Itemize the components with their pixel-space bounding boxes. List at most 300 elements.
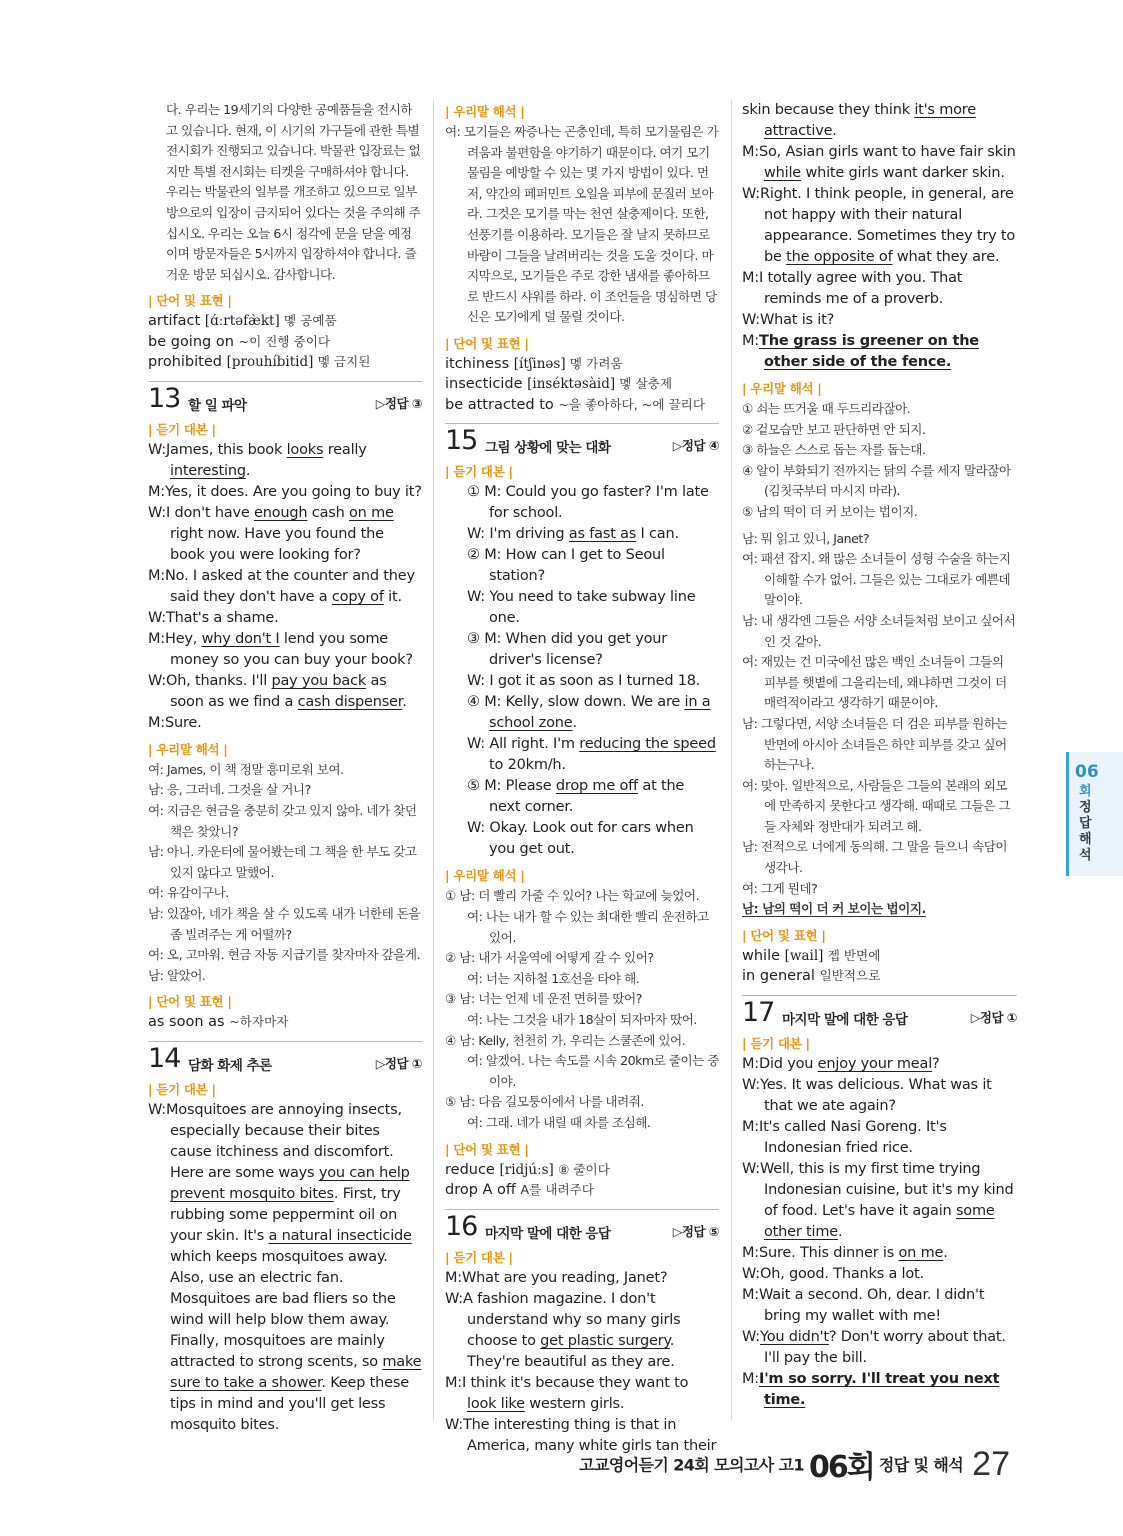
- dialogue-text: Sure. This dinner is: [759, 1244, 899, 1261]
- underlined-phrase: pay you back: [271, 672, 367, 689]
- translation-line: ② 겉모습만 보고 판단하면 안 되지.: [742, 421, 926, 437]
- translation-line: 남: 알았어.: [148, 967, 206, 983]
- speaker-label: W:: [742, 186, 760, 202]
- option-number: ①: [445, 888, 460, 904]
- vocab-meaning: 몧 공예품: [284, 313, 337, 329]
- q12-vocab-list: [148, 311, 422, 373]
- q13-header: [148, 381, 422, 420]
- vocab-item: [148, 352, 422, 373]
- dialogue-text: skin because they think: [742, 102, 915, 118]
- option-line: [445, 776, 719, 818]
- dialogue-line: [742, 310, 1017, 331]
- column-divider-1: [433, 100, 434, 1420]
- dialogue-text: Well, this is my first time trying Indonesian cuisine, but it's my kind of food. Let's have it again: [759, 1160, 1014, 1219]
- dialogue-line: [148, 608, 422, 629]
- vocab-word: itchiness: [445, 355, 514, 372]
- vocab-item: [742, 946, 1017, 967]
- speaker-label: M:: [742, 270, 759, 286]
- translation-line: 남: 내 생각엔 그들은 서양 소녀들처럼 보이고 싶어서인 것 같아.: [742, 612, 1016, 649]
- vocab-pronunciation: [ridjúːs]: [499, 1161, 559, 1178]
- q15-title: 그림 상황에 맞는 대화: [485, 440, 611, 457]
- vocab-word: prohibited: [148, 354, 227, 371]
- translation-line: 여: 나는 그것을 내가 18살이 되자마자 땄어.: [467, 1012, 697, 1027]
- dialogue-text: . They're beautiful as they are.: [467, 1332, 675, 1370]
- speaker-label: M:: [742, 1286, 759, 1303]
- dialogue-line: [742, 1117, 1017, 1159]
- vocab-word: be going on: [148, 333, 239, 350]
- dialogue-text: James, this book: [165, 441, 287, 458]
- underlined-phrase: on me: [898, 1244, 944, 1261]
- vocab-word: drop A off: [445, 1182, 521, 1199]
- vocab-item: [148, 1012, 422, 1033]
- dialogue-text: to 20km/h.: [489, 757, 566, 774]
- option-number: ④: [467, 694, 485, 711]
- dialogue-line: [148, 713, 422, 734]
- translation-line: 여: James, 이 책 정말 흥미로워 보여.: [148, 761, 344, 777]
- underlined-phrase: the opposite of: [786, 249, 893, 265]
- dialogue-text: W: All right. I'm: [467, 736, 580, 753]
- dialogue-text: really: [323, 441, 367, 458]
- dialogue-text: white girls want darker skin.: [801, 165, 1005, 181]
- underlined-phrase: The grass is greener on the other side of the fence.: [759, 333, 979, 370]
- q13-vocab-list: [148, 1012, 422, 1033]
- q16-translation: [742, 529, 1017, 900]
- underlined-phrase: it's more attractive: [764, 102, 976, 139]
- dialogue-text: That's a shame.: [165, 609, 279, 626]
- translation-line: 여: 나는 내가 할 수 있는 최대한 빨리 운전하고 있어.: [467, 909, 709, 945]
- dialogue-text: Oh, thanks. I'll: [165, 672, 272, 689]
- vocab-word: artifact: [148, 313, 205, 330]
- translation-line: [445, 948, 719, 969]
- q14-number: 14: [148, 1042, 181, 1074]
- script-label: | 듣기 대본 |: [148, 421, 216, 437]
- dialogue-text: . First, try rubbing some peppermint oil on your skin. It's: [170, 1185, 401, 1244]
- translation-line: 여: 너는 지하철 1호선을 타야 해.: [467, 970, 640, 986]
- dialogue-text: What is it?: [759, 312, 835, 328]
- dialogue-text: .: [572, 715, 577, 732]
- dialogue-text: I can.: [636, 526, 679, 543]
- translation-line: 남: 전적으로 너에게 동의해. 그 말을 들으니 속담이 생각나.: [742, 839, 1008, 876]
- underlined-phrase: looks: [286, 441, 324, 458]
- dialogue-line: [148, 671, 422, 713]
- dialogue-line: [742, 142, 1017, 184]
- q14-title: 담화 화제 추론: [188, 1057, 272, 1074]
- option-number: ④: [445, 1032, 460, 1048]
- option-line: [445, 734, 719, 776]
- option-line: [445, 482, 719, 524]
- dialogue-text: as soon as we find a: [170, 672, 387, 710]
- dialogue-text: M: Please: [484, 778, 556, 795]
- column-2: [445, 100, 719, 1457]
- q16-title: 마지막 말에 대한 응답: [485, 1225, 611, 1242]
- underlined-phrase: make sure to take a shower: [170, 1353, 422, 1391]
- option-number: ①: [467, 484, 485, 501]
- speaker-label: M:: [148, 714, 165, 731]
- dialogue-text: it.: [383, 588, 402, 605]
- q15-translation: [445, 886, 719, 1133]
- option-number: ⑤: [445, 1094, 460, 1110]
- dialogue-text: W: I'm driving: [467, 526, 569, 543]
- q17-title: 마지막 말에 대한 응답: [782, 1011, 908, 1028]
- translation-line: 여: 유감이구나.: [148, 885, 229, 901]
- vocab-word: as soon as: [148, 1014, 230, 1031]
- speaker-label: W:: [742, 1076, 760, 1093]
- speaker-label: M:: [445, 1374, 462, 1391]
- vocab-item: [445, 374, 719, 395]
- footer-round: 06회: [809, 1450, 874, 1485]
- translation-text: 남: 너는 언제 네 운전 면허를 땄어?: [459, 991, 642, 1007]
- page-number: 27: [972, 1444, 1010, 1483]
- translation-line: 남: 뭐 읽고 있니, Janet?: [742, 530, 870, 546]
- dialogue-text: I think it's because they want to: [462, 1374, 689, 1391]
- q15-script: [445, 482, 719, 860]
- dialogue-text: M: Could you go faster? I'm late for school.: [484, 484, 709, 522]
- dialogue-text: what they are.: [892, 249, 1000, 265]
- dialogue-text: western girls.: [524, 1395, 625, 1412]
- option-reply: [467, 524, 719, 545]
- vocab-pronunciation: [ɑ́ːrtəfæ̀kt]: [204, 313, 285, 330]
- speaker-label: M:: [148, 630, 165, 647]
- option-reply: [467, 818, 719, 860]
- q14-script: [148, 1100, 422, 1436]
- vocab-item: [148, 311, 422, 332]
- dialogue-text: M: When did you get your driver's license?: [484, 631, 667, 669]
- dialogue-text: cash: [307, 504, 350, 521]
- underlined-phrase: look like: [467, 1395, 525, 1412]
- vocab-pronunciation: [inséktəsàid]: [527, 376, 620, 393]
- dialogue-text: It's called Nasi Goreng. It's Indonesian fried rice.: [759, 1118, 947, 1156]
- underlined-phrase: enjoy your meal: [817, 1055, 933, 1072]
- dialogue-text: Yes. It was delicious. What was it that we ate again?: [759, 1076, 992, 1114]
- translation-line: 여: 재밌는 건 미국에선 많은 백인 소녀들이 그들의 피부를 햇볕에 그을리는데, 왜냐하면 그것이 더 매력적이라고 생각하기 때문이야.: [742, 654, 1007, 711]
- column-1: [148, 100, 422, 1436]
- translation-line: 여: 패션 잡지. 왜 많은 소녀들이 성형 수술을 하는지 이해할 수가 없어. 그들은 있는 그대로가 예쁜데 말이야.: [742, 551, 1011, 608]
- footer-book-title: 고교영어듣기 24회 모의고사 고1: [579, 1455, 804, 1475]
- underlined-phrase: why don't I: [201, 630, 280, 647]
- dialogue-text: M: How can I get to Seoul station?: [484, 547, 665, 585]
- q16-number: 16: [445, 1210, 478, 1242]
- option-line: [445, 524, 719, 545]
- vocab-item: [445, 1160, 719, 1181]
- dialogue-text: .: [402, 693, 407, 710]
- vocab-label: | 단어 및 표현 |: [445, 1141, 529, 1157]
- chapter-side-tab: [1066, 752, 1123, 876]
- speaker-label: W:: [742, 1328, 760, 1345]
- dialogue-text: Oh, good. Thanks a lot.: [759, 1265, 924, 1282]
- dialogue-line: [445, 1268, 719, 1289]
- column-divider-2: [731, 100, 732, 1420]
- option-reply: [467, 587, 719, 629]
- speaker-label: M:: [742, 144, 759, 160]
- dialogue-line: [445, 1373, 719, 1415]
- vocab-meaning: 젭 반면에: [827, 947, 881, 963]
- dialogue-line: [742, 1054, 1017, 1075]
- underlined-phrase: in a school zone: [489, 694, 711, 732]
- side-tab-number: 06: [1075, 762, 1099, 782]
- speaker-label: M:: [148, 567, 165, 584]
- q16-answer: ▷정답 ⑤: [672, 1223, 719, 1239]
- side-tab-char: 해: [1079, 832, 1092, 847]
- speaker-label: W:: [148, 441, 166, 458]
- speaker-label: W:: [148, 672, 166, 689]
- vocab-meaning: ~하자마자: [229, 1014, 289, 1030]
- dialogue-text: I totally agree with you. That reminds me of a proverb.: [759, 270, 963, 307]
- translation-line: [445, 886, 719, 907]
- vocab-meaning: ⑧ 줄이다: [558, 1161, 610, 1177]
- column-3: [742, 100, 1017, 1411]
- vocab-pronunciation: [prouhíbitid]: [226, 354, 318, 371]
- translation-text: 남: 다음 길모퉁이에서 나를 내려줘.: [459, 1094, 644, 1110]
- script-label: | 듣기 대본 |: [742, 1035, 810, 1051]
- option-line: [445, 545, 719, 587]
- dialogue-text: . Keep these tips in mind and you'll get less mosquito bites.: [170, 1374, 409, 1433]
- dialogue-line: [742, 268, 1017, 310]
- vocab-word: in general: [742, 968, 820, 985]
- q14-translation: 여: 모기들은 짜증나는 곤충인데, 특히 모기물림은 가려움과 불편함을 야기하기 때문이다. 여기 모기물림을 예방할 수 있는 몇 가지 방법이 있다. 먼저, 약간의 페퍼민트 오일을 피부에 문질러 보아라. 그것은 모기를 막는 천연 살충제이다. 또한, 선풍기를 이용하라. 모기들은 잘 날지 못하므로 바람이 그들을 날려버리는 것을 도울 것이다. 마지막으로, 모기들은 주로 강한 냄새를 좋아하므로 반드시 샤워를 하라. 이 조언들을 명심하면 당신은 모기에게 덜 물릴 것이다.: [445, 124, 719, 325]
- side-tab-char: 정: [1079, 800, 1092, 815]
- q14-answer: ▷정답 ①: [375, 1055, 422, 1071]
- dialogue-line: [742, 331, 1017, 373]
- q16-script: [445, 1268, 719, 1457]
- speaker-label: W:: [148, 504, 166, 521]
- translation-line: 남: 응, 그러네. 그것을 살 거니?: [148, 782, 311, 798]
- underlined-phrase: you can help prevent mosquito bites: [170, 1164, 410, 1202]
- speaker-label: W:: [742, 312, 760, 328]
- option-reply: [467, 671, 719, 692]
- underlined-phrase: I'm so sorry. I'll treat you next time.: [759, 1370, 1000, 1408]
- speaker-label: W:: [148, 609, 166, 626]
- speaker-label: M:: [742, 1370, 759, 1387]
- side-tab-text: [1079, 784, 1095, 864]
- underlined-phrase: drop me off: [555, 778, 638, 795]
- q16-header: [445, 1209, 719, 1248]
- q15-vocab-list: [445, 1160, 719, 1201]
- vocab-word: reduce: [445, 1161, 500, 1178]
- script-label: | 듣기 대본 |: [445, 1249, 513, 1265]
- dialogue-line: [148, 503, 422, 566]
- q16-translation-last: 남: 남의 떡이 더 커 보이는 법이지.: [742, 901, 926, 917]
- translation-text: 남: 더 빨리 가줄 수 있어? 나는 학교에 늦었어.: [459, 888, 700, 904]
- speaker-label: M:: [742, 333, 759, 349]
- q15-number: 15: [445, 425, 478, 457]
- dialogue-text: .: [245, 462, 251, 479]
- option-line: [445, 818, 719, 860]
- option-reply: [467, 734, 719, 776]
- vocab-word: insecticide: [445, 376, 528, 393]
- vocab-meaning: 몧 금지된: [317, 354, 371, 370]
- option-line: [445, 629, 719, 671]
- underlined-phrase: get plastic surgery: [540, 1332, 670, 1349]
- q13-title: 할 일 파악: [188, 397, 247, 414]
- q13-translation: [148, 760, 422, 987]
- q13-answer: ▷정답 ③: [375, 395, 422, 411]
- translation-line: [445, 1092, 719, 1113]
- dialogue-text: Hey,: [165, 630, 202, 647]
- dialogue-line: [742, 1327, 1017, 1369]
- translation-text: 남: 내가 서울역에 어떻게 갈 수 있어?: [459, 950, 654, 966]
- vocab-word: be attracted to: [445, 396, 559, 413]
- vocab-pronunciation: [wail]: [784, 947, 828, 964]
- side-tab-char: 답: [1079, 816, 1092, 831]
- q17-number: 17: [742, 996, 775, 1028]
- vocab-item: [445, 1180, 719, 1201]
- translation-line: ④ 알이 부화되기 전까지는 닭의 수를 세지 말라잖아(김칫국부터 마시지 마라).: [742, 462, 1011, 499]
- q12-translation-end: 다. 우리는 19세기의 다양한 공예품들을 전시하고 있습니다. 현재, 이 시기의 가구들에 관한 특별 전시회가 진행되고 있습니다. 박물관 입장료는 없지만 특별 전시회는 티켓을 구매하셔야 합니다. 우리는 박물관의 일부를 개조하고 있으므로 일부 방으로의 입장이 금지되어 있다는 것을 주의해 주십시오. 우리는 오늘 6시 정각에 문을 닫을 예정이며 방문자들은 5시까지 입장하셔야 합니다. 즐거운 방문 되십시오. 감사합니다.: [166, 102, 421, 282]
- option-number: ②: [467, 547, 485, 564]
- translation-line: [445, 989, 719, 1010]
- q15-answer: ▷정답 ④: [672, 438, 719, 454]
- dialogue-text: The interesting thing is that in America, many white girls tan their: [462, 1416, 717, 1454]
- translation-line: 남: 있잖아, 네가 책을 살 수 있도록 내가 너한테 돈을 좀 빌려주는 게 어떨까?: [148, 906, 421, 942]
- option-number: ③: [467, 631, 485, 648]
- vocab-meaning: 몧 살충제: [619, 376, 673, 392]
- side-tab-char: 회: [1079, 784, 1092, 799]
- option-number: ⑤: [467, 778, 485, 795]
- dialogue-line: [148, 440, 422, 482]
- underlined-phrase: interesting: [170, 462, 246, 479]
- q16-vocab-list: [742, 946, 1017, 987]
- dialogue-text: which keeps mosquitoes away. Also, use an electric fan. Mosquitoes are bad fliers so the wind will help blow them away. Finally, mosquitoes are mainly attracted to strong scents, so: [170, 1248, 396, 1370]
- q13-number: 13: [148, 382, 181, 414]
- dialogue-line: [148, 629, 422, 671]
- translation-line: 여: 그게 뭔데?: [742, 880, 818, 896]
- vocab-item: [445, 354, 719, 375]
- vocab-item: [742, 966, 1017, 987]
- translation-line: 여: 오, 고마워. 현금 자동 지급기를 찾자마자 갚을게.: [148, 947, 421, 963]
- q16-script-continued: [742, 100, 1017, 373]
- translation-line: ③ 하늘은 스스로 돕는 자를 돕는대.: [742, 442, 926, 458]
- q15-header: [445, 423, 719, 462]
- translation-label: | 우리말 해석 |: [742, 381, 822, 396]
- underlined-phrase: a natural insecticide: [268, 1227, 412, 1244]
- dialogue-text: No. I asked at the counter and they said they don't have a: [165, 567, 415, 605]
- q14-header: [148, 1041, 422, 1080]
- vocab-meaning: A를 내려주다: [520, 1182, 594, 1198]
- dialogue-line: [742, 1159, 1017, 1243]
- dialogue-text: Mosquitoes are annoying insects, especially because their bites cause itchiness and discomfort. Here are some ways: [165, 1101, 402, 1181]
- dialogue-text: What are you reading, Janet?: [462, 1269, 668, 1286]
- option-number: ②: [445, 950, 460, 966]
- translation-line: 여: 지금은 현금을 충분히 갖고 있지 않아. 네가 찾던 책은 찾았니?: [148, 803, 417, 839]
- dialogue-text: Yes, it does. Are you going to buy it?: [165, 483, 422, 500]
- speaker-label: M:: [742, 1055, 759, 1072]
- speaker-label: W:: [742, 1160, 760, 1177]
- dialogue-text: Sure.: [165, 714, 202, 731]
- side-tab-char: 석: [1079, 848, 1092, 863]
- underlined-phrase: reducing the speed: [579, 736, 716, 753]
- dialogue-line: [742, 100, 1017, 142]
- underlined-phrase: You didn't: [759, 1328, 829, 1345]
- translation-line: [445, 1031, 719, 1052]
- translation-line: 여: 그래. 네가 내릴 때 차를 조심해.: [467, 1114, 651, 1130]
- speaker-label: M:: [445, 1269, 462, 1286]
- dialogue-line: [742, 184, 1017, 268]
- underlined-phrase: enough: [254, 504, 308, 521]
- speaker-label: W:: [148, 1101, 166, 1118]
- translation-text: 남: Kelly, 천천히 가. 우리는 스쿨존에 있어.: [459, 1032, 686, 1048]
- speaker-label: M:: [148, 483, 165, 500]
- dialogue-text: Right. I think people, in general, are not happy with their natural appearance. Sometimes they try to be: [759, 186, 1016, 265]
- option-line: [445, 587, 719, 629]
- vocab-meaning: 몧 가려움: [569, 355, 623, 371]
- dialogue-text: ?: [932, 1055, 940, 1072]
- dialogue-line: [742, 1075, 1017, 1117]
- translation-line: ⑤ 남의 떡이 더 커 보이는 법이지.: [742, 503, 918, 519]
- dialogue-text: M: Kelly, slow down. We are: [484, 694, 685, 711]
- vocab-word: while: [742, 947, 785, 964]
- speaker-label: W:: [445, 1290, 463, 1307]
- translation-label: | 우리말 해석 |: [445, 868, 525, 884]
- vocab-meaning: 일반적으로: [819, 968, 881, 984]
- dialogue-text: .: [943, 1244, 948, 1261]
- dialogue-line: [742, 1243, 1017, 1264]
- dialogue-line: [742, 1264, 1017, 1285]
- underlined-phrase: while: [764, 165, 802, 181]
- underlined-phrase: some other time: [764, 1202, 995, 1240]
- dialogue-text: right now. Have you found the book you were looking for?: [170, 525, 384, 563]
- script-label: | 듣기 대본 |: [445, 464, 513, 480]
- dialogue-text: lend you some money so you can buy your book?: [170, 630, 413, 668]
- speaker-label: W:: [742, 1265, 760, 1282]
- dialogue-text: A fashion magazine. I don't understand why so many girls choose to: [462, 1290, 681, 1349]
- vocab-label: | 단어 및 표현 |: [742, 927, 826, 943]
- translation-line: 여: 맞아. 일반적으로, 사람들은 그들의 본래의 외모에 만족하지 못한다고 생각해. 때때로 그들은 그들 자체와 정반대가 되려고 해.: [742, 777, 1011, 834]
- dialogue-text: at the next corner.: [489, 778, 685, 816]
- translation-label: | 우리말 해석 |: [445, 104, 525, 119]
- translation-label: | 우리말 해석 |: [148, 741, 228, 757]
- dialogue-text: ? Don't worry about that. I'll pay the bill.: [764, 1328, 1006, 1366]
- dialogue-line: [742, 1285, 1017, 1327]
- dialogue-text: .: [838, 1223, 843, 1240]
- page-footer: [579, 1442, 1010, 1484]
- underlined-phrase: cash dispenser: [297, 693, 403, 710]
- speaker-label: W:: [445, 1416, 463, 1433]
- option-line: [445, 692, 719, 734]
- translation-line: 남: 그렇다면, 서양 소녀들은 더 검은 피부를 원하는 반면에 아시아 소녀들은 하얀 피부를 갖고 싶어 하는구나.: [742, 715, 1008, 773]
- vocab-label: | 단어 및 표현 |: [148, 994, 232, 1010]
- vocab-label: | 단어 및 표현 |: [445, 335, 529, 351]
- q13-script: [148, 440, 422, 734]
- dialogue-text: W: I got it as soon as I turned 18.: [467, 673, 701, 690]
- vocab-item: [148, 332, 422, 353]
- vocab-meaning: ~을 좋아하다, ~에 끌리다: [558, 396, 706, 412]
- dialogue-line: [148, 566, 422, 608]
- translation-line: 여: 알겠어. 나는 속도를 시속 20km로 줄이는 중이야.: [467, 1053, 720, 1089]
- speaker-label: M:: [742, 1118, 759, 1135]
- dialogue-text: So, Asian girls want to have fair skin: [759, 144, 1016, 160]
- q17-script: [742, 1054, 1017, 1411]
- dialogue-text: Did you: [759, 1055, 818, 1072]
- dialogue-text: Wait a second. Oh, dear. I didn't bring my wallet with me!: [759, 1286, 985, 1324]
- underlined-phrase: on me: [349, 504, 394, 521]
- dialogue-text: W: You need to take subway line one.: [467, 589, 696, 627]
- speaker-label: M:: [742, 1244, 759, 1261]
- dialogue-line: [445, 1289, 719, 1373]
- option-number: ③: [445, 991, 460, 1007]
- dialogue-line: [148, 482, 422, 503]
- translation-line: ① 쇠는 뜨거울 때 두드리라잖아.: [742, 401, 911, 416]
- vocab-item: [445, 395, 719, 416]
- footer-section: 정답 및 해석: [878, 1455, 964, 1475]
- dialogue-text: W: Okay. Look out for cars when you get out.: [467, 820, 694, 858]
- q17-header: [742, 995, 1017, 1034]
- translation-line: 남: 아니. 카운터에 물어봤는데 그 책을 한 부도 갖고 있지 않다고 말했어.: [148, 844, 417, 880]
- underlined-phrase: copy of: [331, 588, 384, 605]
- dialogue-line: [742, 1369, 1017, 1411]
- vocab-pronunciation: [ítʃinəs]: [513, 355, 570, 372]
- vocab-label: | 단어 및 표현 |: [148, 293, 232, 309]
- option-line: [445, 671, 719, 692]
